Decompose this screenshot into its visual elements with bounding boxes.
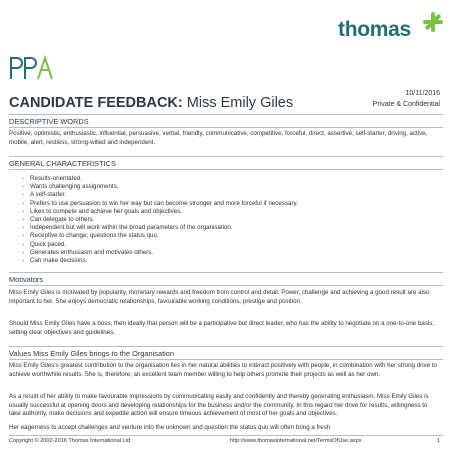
title-prefix: CANDIDATE FEEDBACK: bbox=[9, 95, 183, 111]
list-item: - A self-starter. bbox=[22, 191, 298, 199]
list-item: - Can make decisions. bbox=[22, 257, 298, 265]
motivators-paragraph: Should Miss Emily Giles have a boss, then ideally that person will be a participative but direct leader, who has the ability to negotiate on a one-to-one basis, setting clear objectives and guidelines. bbox=[9, 320, 435, 336]
descriptive-words-text: Positive, optimistic, enthusiastic, influential, persuasive, verbal, friendly, communicative, competitive, forceful, direct, assertive, self-starter, driving, active, mobile, alert, restless, strong-willed and independent. bbox=[9, 130, 428, 146]
divider bbox=[9, 169, 443, 170]
divider bbox=[9, 127, 443, 128]
values-paragraph: Miss Emily Giles's greatest contribution to the organisation lies in her natural abilities to interact positively with people, in combination with her strong drive to achieve worthwhile results. She is, therefore, an excellent team member willing to help others promote their projects as well as her own. bbox=[9, 362, 437, 378]
list-item: - Independent but will work within the broad parameters of the organisation. bbox=[22, 224, 298, 232]
list-item: - Results-orientated. bbox=[22, 175, 298, 183]
list-item: - Wants challenging assignments. bbox=[22, 183, 298, 191]
list-item: - Likes to compete and achieve her goals and objectives. bbox=[22, 208, 298, 216]
footer-copyright: Copyright © 2002-2016 Thomas International Ltd bbox=[9, 438, 131, 444]
list-item: - Prefers to use persuasion to win her way but can become stronger and more forceful if necessary. bbox=[22, 200, 298, 208]
divider bbox=[9, 114, 443, 115]
thomas-wordmark: thomas bbox=[338, 18, 411, 41]
general-characteristics-heading: GENERAL CHARACTERISTICS bbox=[9, 159, 116, 168]
list-item: - Generates enthusiasm and motivates others. bbox=[22, 249, 298, 257]
list-item: - Can delegate to others. bbox=[22, 216, 298, 224]
footer-divider bbox=[9, 435, 443, 436]
motivators-paragraph: Miss Emily Giles is motivated by popularity, monetary rewards and freedom from control and detail. Power, challenge and achieving a good result are also important to her. She enjoys democratic relationships, favourable working conditions, prestige and position. bbox=[9, 289, 430, 305]
terms-link[interactable]: http://www.thomasinternational.net/TermsOfUse.aspx bbox=[230, 438, 362, 444]
divider bbox=[9, 285, 443, 286]
confidentiality-label: Private & Confidential bbox=[372, 101, 440, 108]
page-number: 1 bbox=[436, 438, 440, 444]
divider bbox=[9, 156, 443, 157]
page-title bbox=[9, 95, 293, 111]
motivators-heading: Motivators bbox=[9, 275, 44, 284]
values-paragraph: Her eagerness to accept challenges and venture into the unknown and question the status quo will often bring a fresh bbox=[9, 424, 331, 431]
candidate-name: Miss Emily Giles bbox=[186, 95, 294, 111]
thomas-star-icon bbox=[422, 11, 444, 33]
thomas-logo bbox=[338, 16, 442, 44]
descriptive-words-heading: DESCRIPTIVE WORDS bbox=[9, 117, 89, 126]
list-item: - Receptive to change; questions the status quo. bbox=[22, 232, 298, 240]
characteristics-list bbox=[22, 175, 298, 265]
divider bbox=[9, 359, 443, 360]
ppa-logo-icon bbox=[8, 55, 54, 81]
divider bbox=[9, 272, 443, 273]
values-heading: Values Miss Emily Giles brings to the Organisation bbox=[9, 349, 174, 358]
divider bbox=[9, 346, 443, 347]
report-date: 10/11/2016 bbox=[405, 90, 440, 97]
values-paragraph: As a result of her ability to make favourable impressions by communicating easily and confidently and thereby generating enthusiasm, Miss Emily Giles is usually successful at opening doors and developing relationships for the business and/or the community. In this regard her drive for results, willingness to take authority, make decisions and expedite action will ensure timeous achievement of most of her goals and objectives. bbox=[9, 393, 429, 418]
list-item: - Quick paced. bbox=[22, 241, 298, 249]
